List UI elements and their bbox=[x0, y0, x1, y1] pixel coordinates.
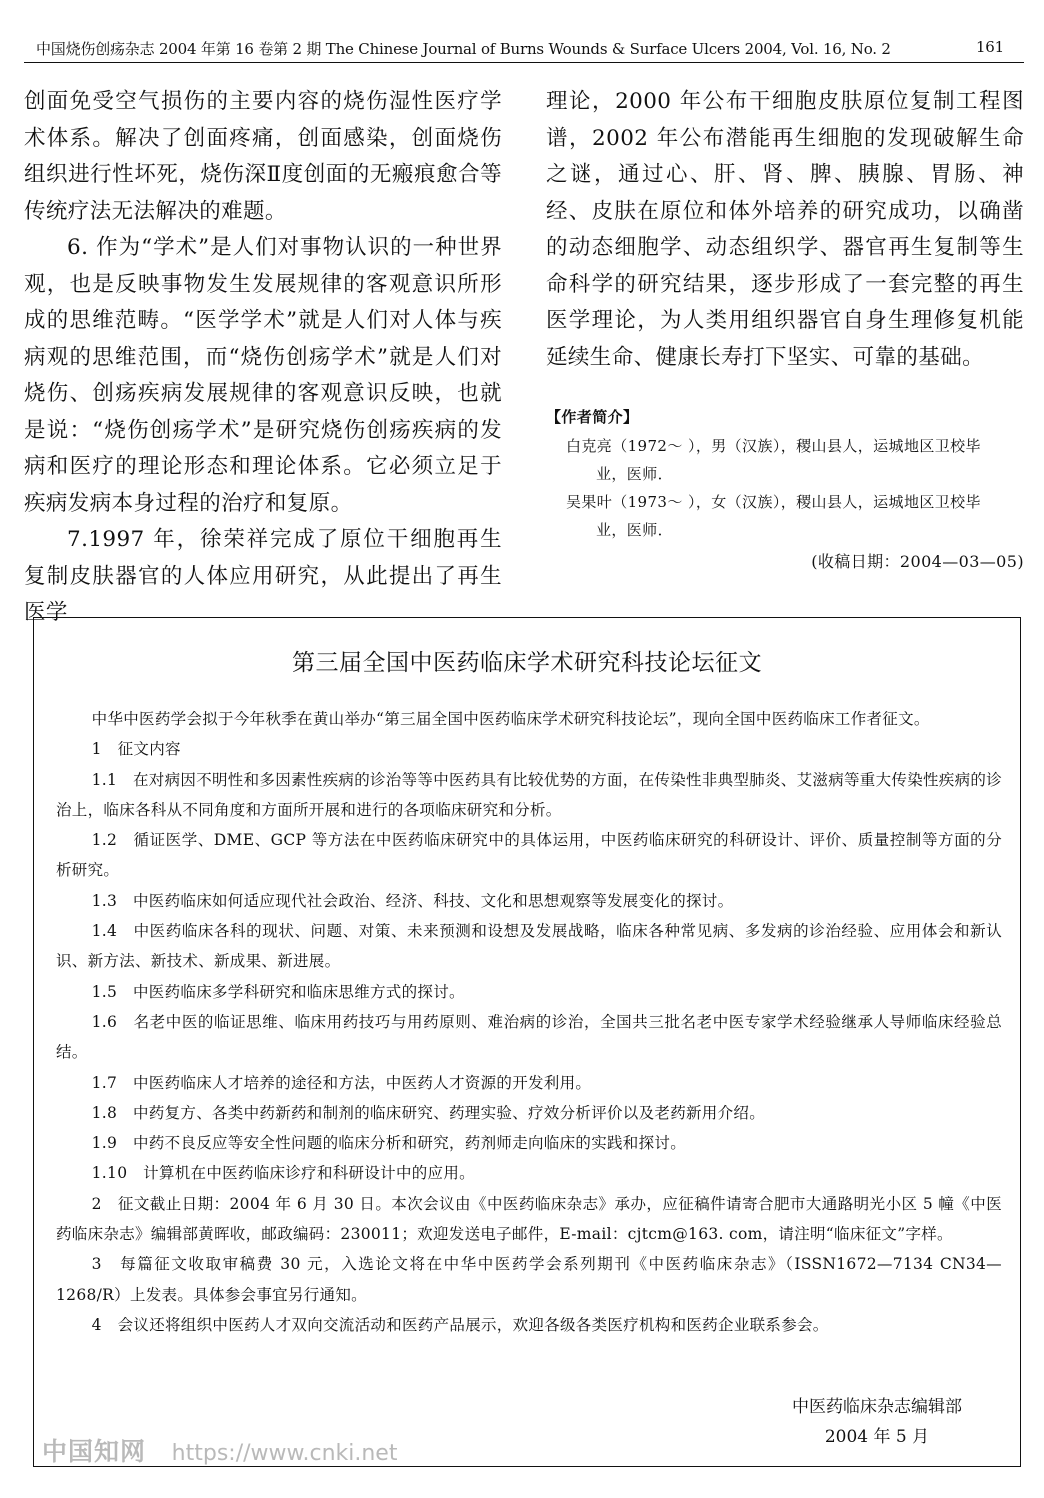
notice-item: 1.1 在对病因不明性和多因素性疾病的诊治等等中医药具有比较优势的方面，在传染性非典型肺炎、艾滋病等重大传染性疾病的诊治上，临床各科从不同角度和方面所开展和进行的各项临床研究和分析。 bbox=[56, 770, 1002, 819]
notice-item: 1.6 名老中医的临证思维、临床用药技巧与用药原则、难治病的诊治，全国共三批名老中医专家学术经验继承人导师临床经验总结。 bbox=[56, 1012, 1002, 1062]
paragraph: 6. 作为“学术”是人们对事物认识的一种世界观，也是反映事物发生发展规律的客观意识所形成的思维范畴。“医学学术”就是人们对人体与疾病观的思维范围，而“烧伤创疡学术”就是人们对烧伤、创疡疾病发展规律的客观意识反映，也就是说：“烧伤创疡学术”是研究烧伤创疡疾病的发病和医疗的理论形态和理论体系。它必须立足于疾病发病本身过程的治疗和复原。 bbox=[24, 235, 502, 516]
notice-signature: 中医药临床杂志编辑部 bbox=[792, 1397, 962, 1417]
left-column bbox=[24, 84, 502, 632]
notice-signature-block bbox=[792, 1392, 962, 1452]
author-entry bbox=[546, 488, 1024, 544]
author-line: 业，医师． bbox=[596, 465, 674, 483]
author-entry bbox=[546, 432, 1024, 488]
cnki-url: https://www.cnki.net bbox=[171, 1441, 398, 1466]
cnki-watermark bbox=[42, 1432, 397, 1468]
notice-item: 1.10 计算机在中医药临床诊疗和科研设计中的应用。 bbox=[91, 1164, 475, 1183]
notice-intro: 中华中医药学会拟于今年秋季在黄山举办“第三届全国中医药临床学术研究科技论坛”，现向全国中医药临床工作者征文。 bbox=[91, 710, 930, 728]
author-line: 业，医师． bbox=[596, 521, 674, 539]
notice-item: 1.5 中医药临床多学科研究和临床思维方式的探讨。 bbox=[91, 982, 465, 1001]
running-header bbox=[24, 34, 1024, 63]
page-number: 161 bbox=[975, 38, 1004, 56]
received-date: (收稿日期：2004—03—05) bbox=[811, 552, 1024, 571]
author-info-heading: 【作者简介】 bbox=[546, 408, 639, 426]
cnki-logo: 中国知网 bbox=[42, 1437, 147, 1466]
notice-item: 2 征文截止日期：2004 年 6 月 30 日。本次会议由《中医药临床杂志》承办，应征稿件请寄合肥市大通路明光小区 5 幢《中医药临床杂志》编辑部黄晖收，邮政编码：230011；欢迎发送电子邮件，E-mail：cjtcm@163. com，请注明“临床征文”字样。 bbox=[56, 1194, 1002, 1244]
journal-citation: 中国烧伤创疡杂志 2004 年第 16 卷第 2 期 The Chinese Journal of Burns Wounds & Surface Ulcers 2004, Vol. 16, No. 2 bbox=[36, 40, 891, 58]
paragraph: 创面免受空气损伤的主要内容的烧伤湿性医疗学术体系。解决了创面疼痛，创面感染，创面烧伤组织进行性坏死，烧伤深Ⅱ度创面的无瘢痕愈合等传统疗法无法解决的难题。 bbox=[24, 89, 502, 224]
call-for-papers-box bbox=[33, 617, 1021, 1467]
paragraph: 7.1997 年，徐荣祥完成了原位干细胞再生复制皮肤器官的人体应用研究，从此提出了再生医学 bbox=[24, 527, 502, 625]
notice-date: 2004 年 5 月 bbox=[824, 1427, 930, 1447]
notice-item: 3 每篇征文收取审稿费 30 元，入选论文将在中华中医药学会系列期刊《中医药临床杂志》（ISSN1672—7134 CN34—1268/R）上发表。具体参会事宜另行通知。 bbox=[56, 1255, 1002, 1304]
notice-item: 1.4 中医药临床各科的现状、问题、对策、未来预测和设想及发展战略，临床各种常见病、多发病的诊治经验、应用体会和新认识、新方法、新技术、新成果、新进展。 bbox=[56, 922, 1002, 971]
notice-body bbox=[56, 704, 1002, 1340]
notice-item: 1.3 中医药临床如何适应现代社会政治、经济、科技、文化和思想观察等发展变化的探讨。 bbox=[91, 891, 734, 910]
author-line: 吴果叶（1973～ ），女（汉族），稷山县人，运城地区卫校毕 bbox=[566, 493, 981, 511]
notice-item: 4 会议还将组织中医药人才双向交流活动和医药产品展示，欢迎各级各类医疗机构和医药企业联系参会。 bbox=[91, 1315, 829, 1334]
author-line: 白克亮（1972～ ），男（汉族），稷山县人，运城地区卫校毕 bbox=[566, 437, 981, 455]
notice-title: 第三届全国中医药临床学术研究科技论坛征文 bbox=[292, 650, 762, 676]
notice-item: 1.8 中药复方、各类中药新药和制剂的临床研究、药理实验、疗效分析评价以及老药新用介绍。 bbox=[91, 1103, 765, 1122]
paragraph: 理论，2000 年公布干细胞皮肤原位复制工程图谱，2002 年公布潜能再生细胞的发现破解生命之谜，通过心、肝、肾、脾、胰腺、胃肠、神经、皮肤在原位和体外培养的研究成功，以确凿的动态细胞学、动态组织学、器官再生复制等生命科学的研究结果，逐步形成了一套完整的再生医学理论，为人类用组织器官自身生理修复机能延续生命、健康长寿打下坚实、可靠的基础。 bbox=[546, 89, 1024, 370]
notice-item: 1.9 中药不良反应等安全性问题的临床分析和研究，药剂师走向临床的实践和探讨。 bbox=[91, 1134, 686, 1153]
notice-item: 1.2 循证医学、DME、GCP 等方法在中医药临床研究中的具体运用，中医药临床研究的科研设计、评价、质量控制等方面的分析研究。 bbox=[56, 831, 1002, 880]
notice-item: 1.7 中医药临床人才培养的途径和方法，中医药人才资源的开发利用。 bbox=[91, 1073, 592, 1092]
notice-item: 1 征文内容 bbox=[91, 740, 181, 759]
right-column bbox=[546, 84, 1024, 576]
